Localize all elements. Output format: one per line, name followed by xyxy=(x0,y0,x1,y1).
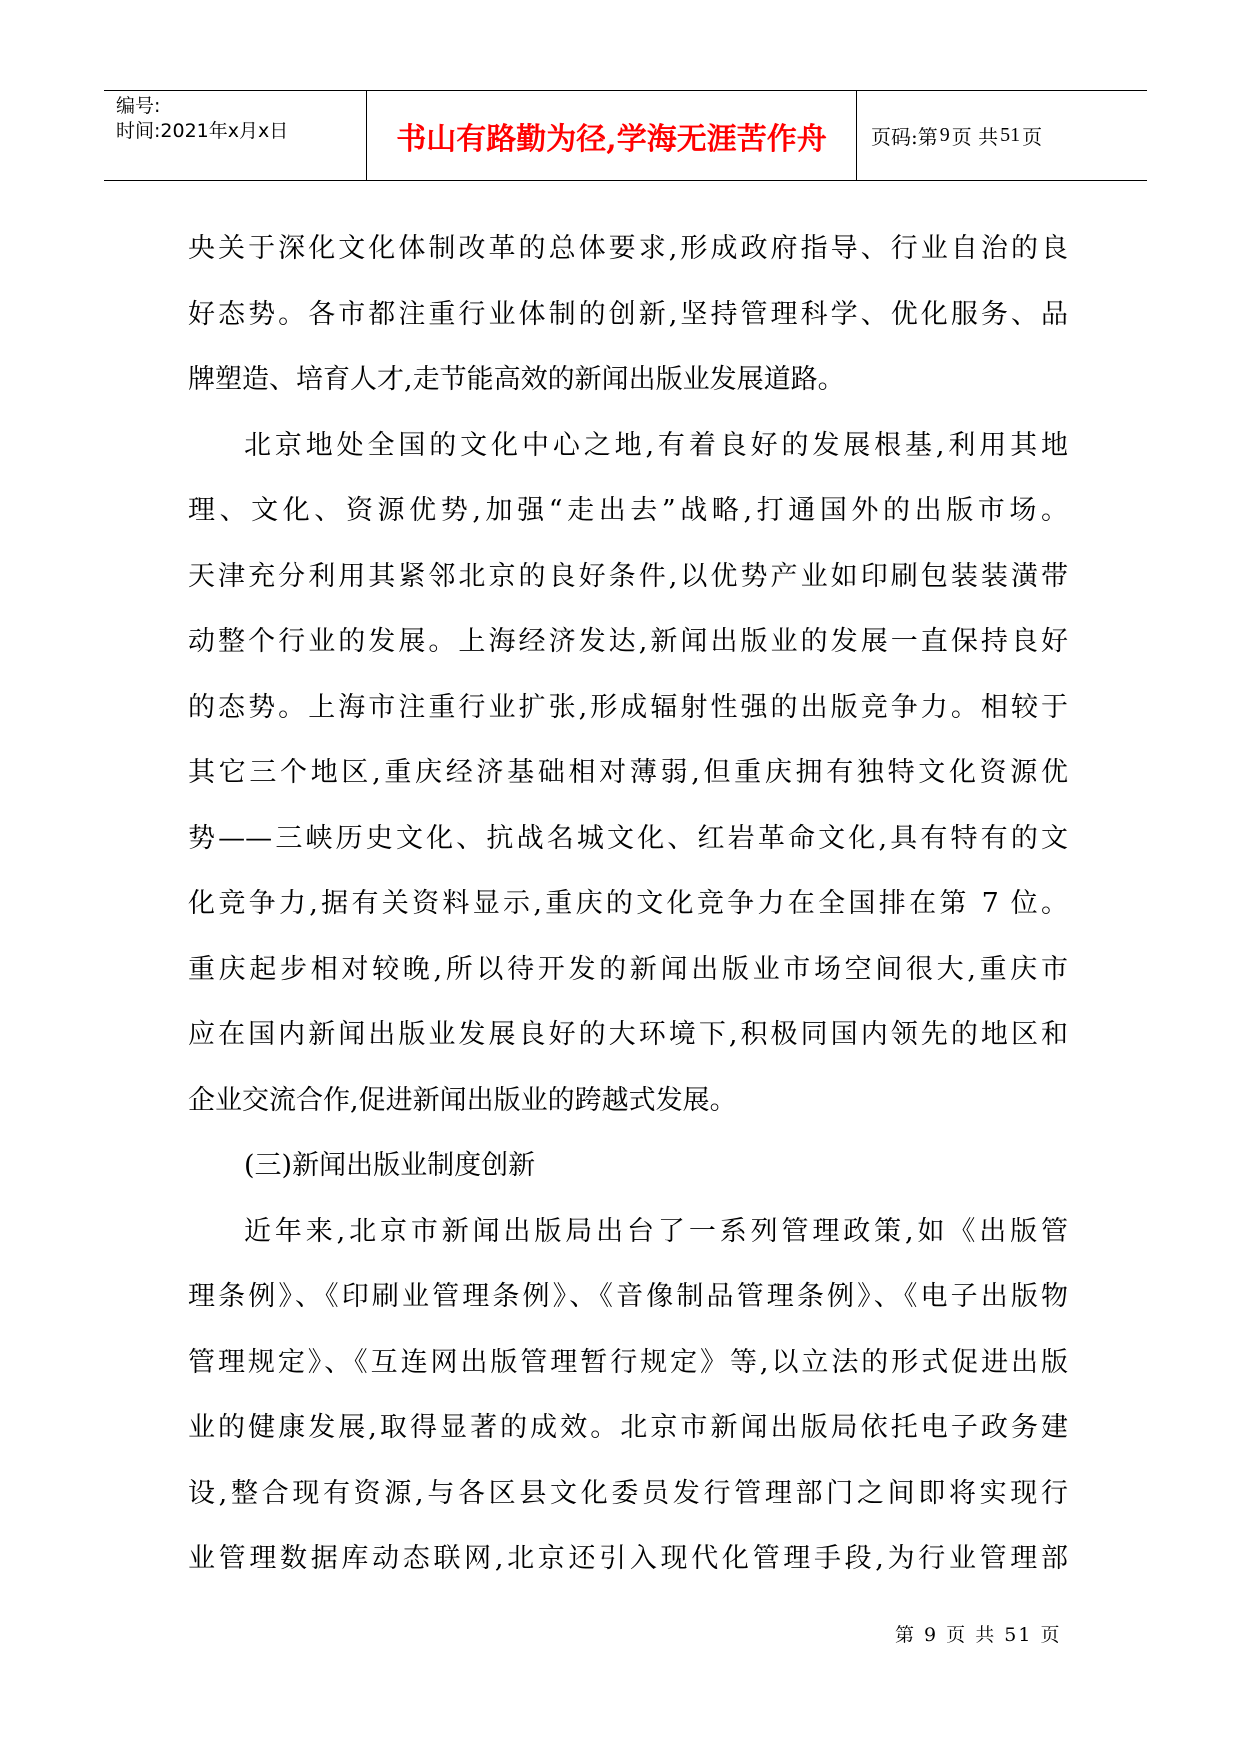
body-line: 企业交流合作,促进新闻出版业的跨越式发展。 xyxy=(188,1084,737,1116)
header-motto: 书山有路勤为径,学海无涯苦作舟 xyxy=(396,121,827,157)
body-line: 势——三峡历史文化、抗战名城文化、红岩革命文化,具有特有的文 xyxy=(188,822,1068,854)
page-header xyxy=(104,90,1147,181)
body-line: 的态势。上海市注重行业扩张,形成辐射性强的出版竞争力。相较于 xyxy=(188,691,1068,723)
header-meta-cell xyxy=(104,91,367,180)
body-line: 其它三个地区,重庆经济基础相对薄弱,但重庆拥有独特文化资源优 xyxy=(188,757,1068,788)
page-mid: 页 共 xyxy=(951,125,999,149)
body-line: 重庆起步相对较晚,所以待开发的新闻出版业市场空间很大,重庆市 xyxy=(188,953,1068,985)
body-line: 央关于深化文化体制改革的总体要求,形成政府指导、行业自治的良 xyxy=(188,233,1068,264)
body-line: 应在国内新闻出版业发展良好的大环境下,积极同国内领先的地区和 xyxy=(188,1019,1068,1050)
body-line: 设,整合现有资源,与各区县文化委员发行管理部门之间即将实现行 xyxy=(188,1477,1068,1509)
page-prefix: 页码:第 xyxy=(871,125,938,149)
document-number-label: 编号: xyxy=(116,95,161,117)
header-motto-cell xyxy=(367,91,857,180)
page-footer: 第 9 页 共 51 页 xyxy=(895,1624,1062,1646)
document-time-label: 时间:2021年x月x日 xyxy=(116,120,289,142)
body-line: 天津充分利用其紧邻北京的良好条件,以优势产业如印刷包装装潢带 xyxy=(188,560,1068,592)
page-total: 51 xyxy=(1000,124,1021,146)
page-suffix: 页 xyxy=(1022,125,1043,149)
body-line: 化竞争力,据有关资料显示,重庆的文化竞争力在全国排在第 7 位。 xyxy=(188,888,1068,919)
body-line: 业管理数据库动态联网,北京还引入现代化管理手段,为行业管理部 xyxy=(188,1543,1068,1574)
body-line: 理条例》、《印刷业管理条例》、《音像制品管理条例》、《电子出版物 xyxy=(188,1281,1068,1312)
header-page-cell xyxy=(857,91,1147,180)
body-line: 业的健康发展,取得显著的成效。北京市新闻出版局依托电子政务建 xyxy=(188,1412,1068,1443)
body-line: 动整个行业的发展。上海经济发达,新闻出版业的发展一直保持良好 xyxy=(188,626,1068,657)
body-line: 北京地处全国的文化中心之地,有着良好的发展根基,利用其地 xyxy=(244,429,1068,461)
body-line: 好态势。各市都注重行业体制的创新,坚持管理科学、优化服务、品 xyxy=(188,298,1068,330)
page-current: 9 xyxy=(939,124,950,146)
body-line: 近年来,北京市新闻出版局出台了一系列管理政策,如《出版管 xyxy=(244,1215,1068,1247)
body-line: 管理规定》、《互连网出版管理暂行规定》等,以立法的形式促进出版 xyxy=(188,1346,1068,1378)
body-line: 理、文化、资源优势,加强“走出去”战略,打通国外的出版市场。 xyxy=(188,495,1068,526)
body-line: 牌塑造、培育人才,走节能高效的新闻出版业发展道路。 xyxy=(188,364,845,395)
document-body xyxy=(188,216,1068,1592)
section-heading: (三)新闻出版业制度创新 xyxy=(244,1150,536,1181)
